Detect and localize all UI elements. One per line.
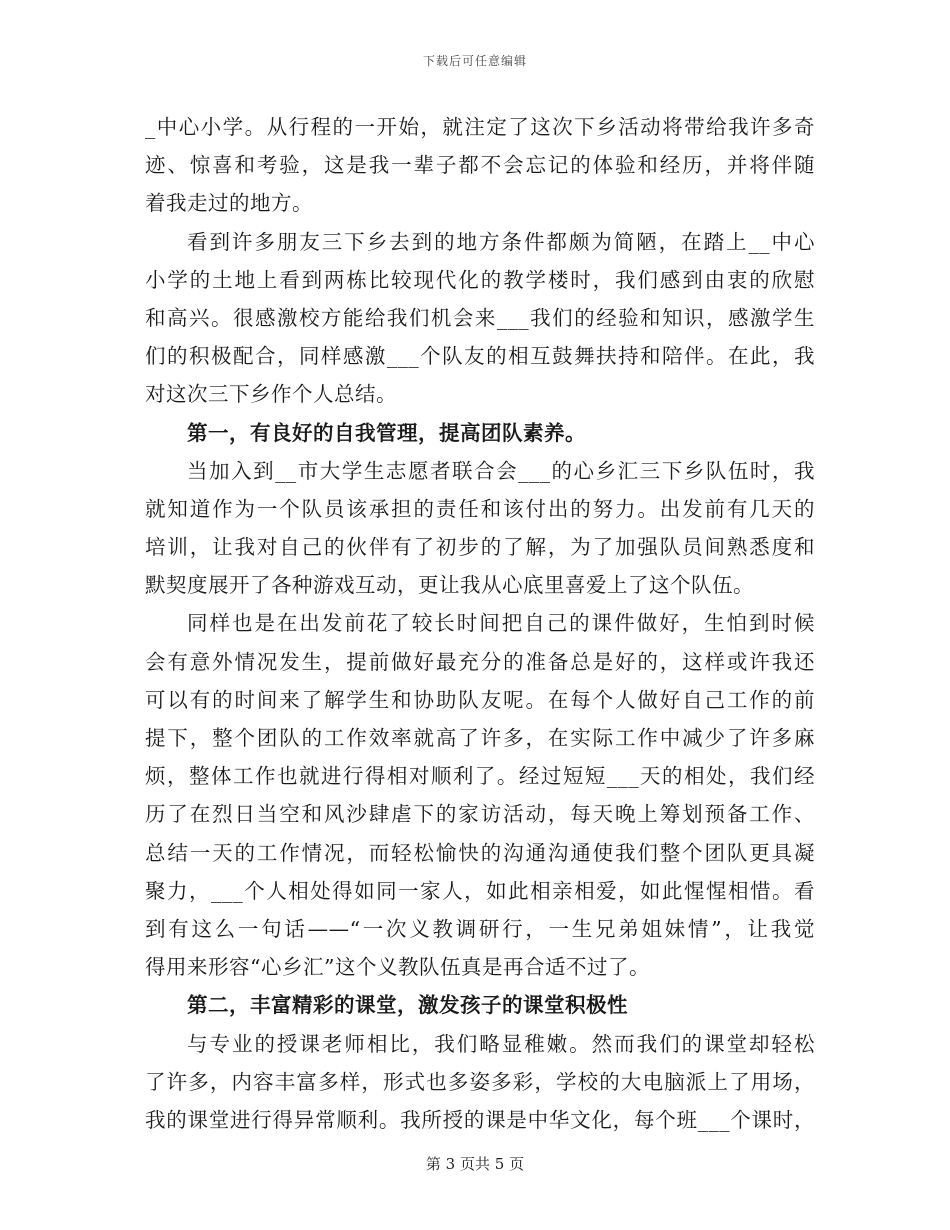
text-line: 得用来形容“心乡汇”这个义教队伍真是再合适不过了。 [145, 955, 650, 980]
text-line: 聚力，___个人相处得如同一家人，如此相亲相爱，如此惺惺相惜。看 [145, 878, 815, 903]
text-line: 培训，让我对自己的伙伴有了初步的了解，为了加强队员间熟悉度和 [145, 535, 815, 560]
text-line: 总结一天的工作情况，而轻松愉快的沟通沟通使我们整个团队更具凝 [145, 840, 815, 865]
page-header: 下载后可任意编辑 [422, 54, 527, 68]
text-line: 了许多，内容丰富多样，形式也多姿多彩，学校的大电脑派上了用场， [145, 1069, 815, 1094]
text-line: 们的积极配合，同样感激___个队友的相互鼓舞扶持和陪伴。在此，我 [145, 344, 815, 369]
text-line: 看到许多朋友三下乡去到的地方条件都颇为简陋，在踏上__中心 [187, 229, 815, 254]
text-line: 迹、惊喜和考验，这是我一辈子都不会忘记的体验和经历，并将伴随 [145, 153, 815, 178]
text-line: 历了在烈日当空和风沙肆虐下的家访活动，每天晚上筹划预备工作、 [145, 802, 815, 827]
section-heading: 第二，丰富精彩的课堂，激发孩子的课堂积极性 [187, 993, 628, 1018]
text-line: 默契度展开了各种游戏互动，更让我从心底里喜爱上了这个队伍。 [145, 573, 754, 598]
section-heading: 第一，有良好的自我管理，提高团队素养。 [187, 420, 586, 445]
text-line: _中心小学。从行程的一开始，就注定了这次下乡活动将带给我许多奇 [145, 115, 815, 139]
text-line: 烦，整体工作也就进行得相对顺利了。经过短短___天的相处，我们经 [145, 764, 815, 789]
text-line: 着我走过的地方。 [145, 191, 313, 216]
text-line: 当加入到__市大学生志愿者联合会___的心乡汇三下乡队伍时，我 [187, 458, 815, 483]
page-footer: 第 3 页共 5 页 [425, 1155, 525, 1173]
text-line: 会有意外情况发生，提前做好最充分的准备总是好的，这样或许我还 [145, 649, 815, 674]
text-line: 与专业的授课老师相比，我们略显稚嫩。然而我们的课堂却轻松 [187, 1031, 815, 1056]
text-line: 可以有的时间来了解学生和协助队友呢。在每个人做好自己工作的前 [145, 687, 815, 712]
text-line: 提下，整个团队的工作效率就高了许多，在实际工作中减少了许多麻 [145, 726, 815, 750]
text-line: 小学的土地上看到两栋比较现代化的教学楼时，我们感到由衷的欣慰 [145, 267, 815, 292]
text-line: 我的课堂进行得异常顺利。我所授的课是中华文化，每个班___个课时， [145, 1107, 815, 1132]
text-line: 同样也是在出发前花了较长时间把自己的课件做好，生怕到时候 [187, 611, 815, 636]
document-body [145, 108, 815, 1139]
text-line: 到有这么一句话——“一次义教调研行，一生兄弟姐妹情”，让我觉 [145, 916, 815, 941]
text-line: 就知道作为一个队员该承担的责任和该付出的努力。出发前有几天的 [145, 496, 815, 521]
text-line: 对这次三下乡作个人总结。 [145, 382, 397, 407]
text-line: 和高兴。很感激校方能给我们机会来___我们的经验和知识，感激学生 [145, 305, 815, 330]
